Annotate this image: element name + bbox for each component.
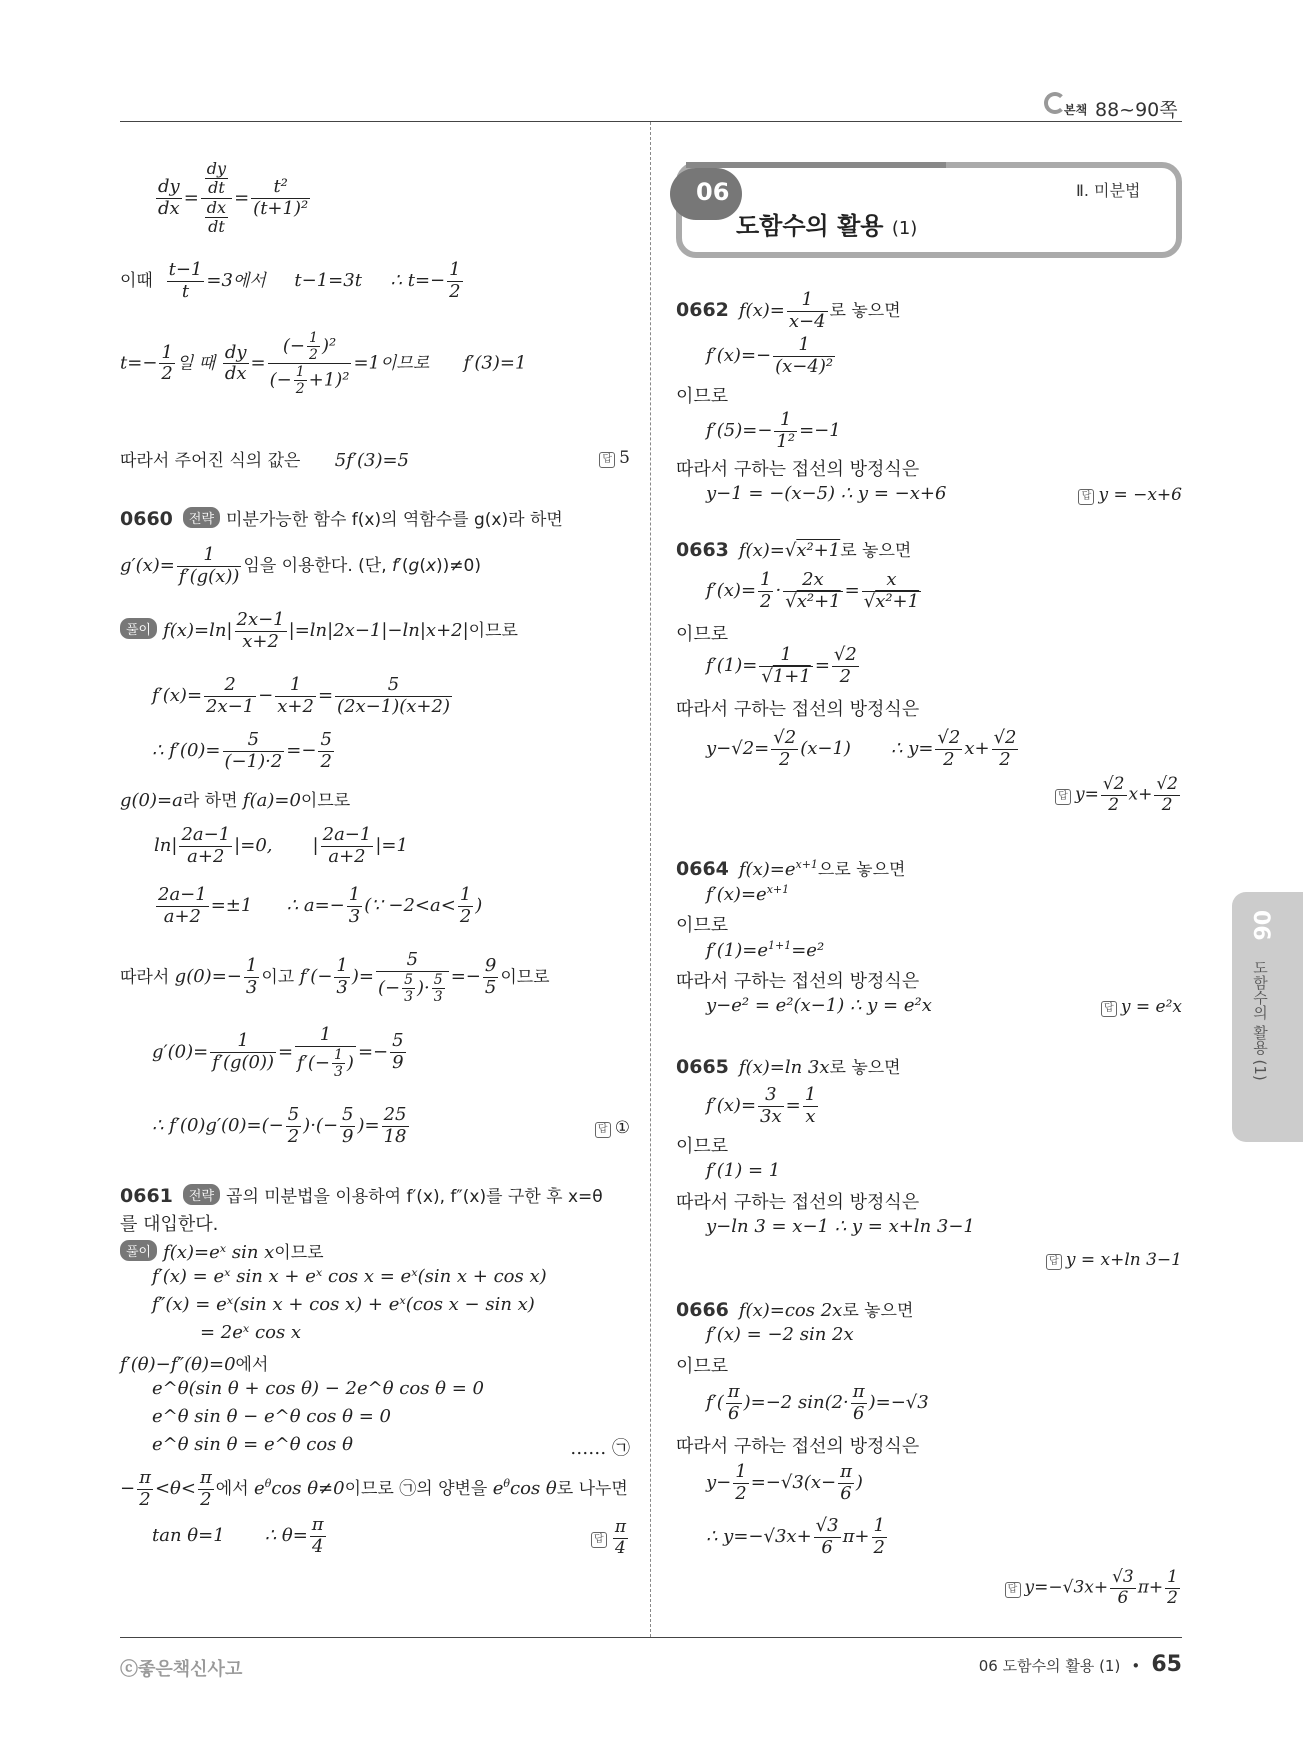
problem-0661-sol-8: e^θ sin θ = e^θ cos θ bbox=[152, 1434, 353, 1455]
problem-0660-sol-2: f′(x)= $\frac{2}{2x-1}$ − $\frac{1}{x+2}$ = $\frac{5}{(2x-1)(x+2)}$ bbox=[152, 674, 450, 717]
column-divider bbox=[650, 122, 651, 1637]
problem-0666-l4: f′( $\frac{\pi}{6}$ )=−2 sin(2· $\frac{\pi}{6}$ )=−√3 bbox=[706, 1381, 929, 1424]
chapter-banner-topbar bbox=[686, 162, 946, 168]
problem-0661-sol-9: − $\frac{\pi}{2}$ <θ< $\frac{\pi}{2}$ 에서 $e^\theta\cos$ θ≠0이므로 ㉠의 양변을 $e^\theta\cos$ θ로 나누면 bbox=[120, 1467, 628, 1510]
problem-0661-sol-10: tan θ=1 ∴ θ= $\frac{\pi}{4}$ bbox=[152, 1514, 324, 1557]
problem-0662-l3: 이므로 bbox=[676, 386, 729, 407]
solution-tag: 풀이 bbox=[120, 618, 157, 639]
problem-0665-l3: 이므로 bbox=[676, 1136, 729, 1157]
problem-0663-l2: f′(x)= $\frac{1}{2}$ · $\frac{2x}{\text{√x²+1}}$ = $\frac{x}{\text{√x²+1}}$ bbox=[706, 569, 920, 612]
problem-0660-sol-6: $\frac{2a-1}{a+2}$ =±1 ∴ a=− $\frac{1}{3}$ (∵ −2<a< $\frac{1}{2}$ ) bbox=[158, 884, 483, 927]
problem-0662-l4: f′(5)=− $\frac{1}{\text{1²}}$ =−1 bbox=[706, 409, 841, 452]
problem-0661-sol-3: f″(x) = eˣ(sin x + cos x) + eˣ(cos x − sin x) bbox=[152, 1294, 535, 1315]
problem-0665-l2: f′(x)= $\frac{3}{3x}$ = $\frac{1}{x}$ bbox=[706, 1084, 817, 1127]
answer-0666: 답 y=−√3x+ $\frac{√3}{6}$ π+ $\frac{1}{2}$ bbox=[1005, 1568, 1182, 1608]
problem-0663-l3: 이므로 bbox=[676, 624, 729, 645]
problem-number: 0665 bbox=[676, 1056, 729, 1078]
side-tab-title: 도함수의 활용 (1) bbox=[1251, 960, 1269, 1081]
problem-0661-strategy2: 를 대입한다. bbox=[120, 1214, 219, 1235]
strategy-tag: 전략 bbox=[183, 507, 220, 528]
problem-0664-l4: $f'(1)=e^{1+1}=e^2$ bbox=[706, 939, 825, 961]
problem-0660-sol-1: 풀이 f(x)=ln| $\frac{2x-1}{x+2}$ |=ln|2x−1|−ln|x+2|이므로 bbox=[120, 610, 518, 652]
problem-0662-l2: f′(x)=− $\frac{1}{\text{(x−4)²}}$ bbox=[706, 334, 834, 377]
chapter-title: 도함수의 활용 (1) bbox=[736, 212, 918, 240]
problem-0666-l2: f′(x) = −2 sin 2x bbox=[706, 1324, 854, 1345]
problem-0660-sol-8: g′(0)= $\frac{1}{f'(g(0))}$ = 1 f′(− $\frac{1}{3}$ ) =− $\frac{5}{9}$ bbox=[152, 1024, 404, 1080]
header-rule bbox=[120, 121, 1182, 122]
problem-0663-l5: 따라서 구하는 접선의 방정식은 bbox=[676, 699, 920, 720]
problem-0665-l1: 0665 f(x)=ln 3x로 놓으면 bbox=[676, 1056, 901, 1078]
answer-0662: 답 y = −x+6 bbox=[1078, 485, 1182, 505]
answer-0664: 답 y = e²x bbox=[1101, 997, 1182, 1017]
problem-0665-l4: f′(1) = 1 bbox=[706, 1160, 781, 1181]
problem-0660-sol-5: ln| $\frac{2a-1}{a+2}$ |=0, | $\frac{2a-1}{a+2}$ |=1 bbox=[154, 824, 408, 867]
book-ref-icon bbox=[1044, 92, 1066, 114]
problem-0661-sol-1: 풀이 f(x)=eˣ sin x이므로 bbox=[120, 1238, 324, 1263]
problem-0664-l3: 이므로 bbox=[676, 915, 729, 936]
problem-0664-l1: 0664 $f(x)=e^{x+1}$으로 놓으면 bbox=[676, 858, 906, 880]
problem-0660-strategy2: g′(x)= $\frac{1}{f'(g(x))}$ 임을 이용한다. (단, f′(g(x))≠0) bbox=[120, 544, 481, 587]
problem-number: 0663 bbox=[676, 539, 729, 561]
problem-0663-l1: 0663 f(x)=√x²+1로 놓으면 bbox=[676, 539, 912, 561]
problem-0666-l3: 이므로 bbox=[676, 1356, 729, 1377]
right-column bbox=[676, 150, 1182, 1630]
problem-0664-l6: y−e² = e²(x−1) ∴ y = e²x bbox=[706, 995, 932, 1016]
dydx-equation: $\frac{dy}{dx}$ = $\frac{\frac{dy}{dt}}{\frac{dx}{dt}}$ = $\frac{\text{t²}}{\text{(t+1)²}}$ bbox=[158, 159, 309, 237]
answer-0661: 답 $\frac{\pi}{4}$ bbox=[591, 1518, 630, 1558]
problem-0664-l5: 따라서 구하는 접선의 방정식은 bbox=[676, 971, 920, 992]
problem-number: 0660 bbox=[120, 508, 173, 530]
solution-tag: 풀이 bbox=[120, 1240, 157, 1261]
problem-0660-header: 0660 전략 미분가능한 함수 f(x)의 역함수를 g(x)라 하면 bbox=[120, 508, 563, 530]
problem-0662-l1: 0662 f(x)= $\frac{1}{x-4}$ 로 놓으면 bbox=[676, 289, 901, 332]
problem-0666-l7: ∴ y=−√3x+ $\frac{√3}{6}$ π+ $\frac{1}{2}$ bbox=[706, 1515, 885, 1558]
given-value-line: 따라서 주어진 식의 값은 5f′(3)=5 bbox=[120, 450, 410, 471]
problem-0661-sol-6: e^θ(sin θ + cos θ) − 2e^θ cos θ = 0 bbox=[152, 1378, 484, 1399]
problem-number: 0664 bbox=[676, 858, 729, 880]
answer-0659: 답 5 bbox=[599, 448, 630, 468]
problem-number: 0666 bbox=[676, 1299, 729, 1321]
then-line: 이때 $\frac{t-1}{t}$ =3에서 t−1=3t ∴ t=− $\frac{1}{2}$ bbox=[120, 259, 461, 302]
problem-0662-l6: y−1 = −(x−5) ∴ y = −x+6 bbox=[706, 483, 947, 504]
page-range: 88~90쪽 bbox=[1095, 99, 1178, 121]
answer-0665: 답 y = x+ln 3−1 bbox=[1046, 1250, 1182, 1270]
problem-0661-sol-5: f′(θ)−f″(θ)=0에서 bbox=[120, 1354, 269, 1375]
problem-0666-l6: y− $\frac{1}{2}$ =−√3(x− $\frac{\pi}{6}$ ) bbox=[706, 1461, 863, 1504]
problem-number: 0661 bbox=[120, 1185, 173, 1207]
problem-0663-l4: f′(1)= $\frac{1}{√1+1}$ = $\frac{√2}{2}$ bbox=[706, 644, 857, 687]
problem-0663-l6: y−√2= $\frac{√2}{2}$ (x−1) ∴ y= $\frac{√2}{2}$ x+ $\frac{√2}{2}$ bbox=[706, 727, 1017, 770]
page-number: 65 bbox=[1151, 1652, 1182, 1677]
answer-0663: 답 y= $\frac{√2}{2}$ x+ $\frac{√2}{2}$ bbox=[1055, 775, 1182, 815]
t-half-line: t=− $\frac{1}{2}$ 일 때 $\frac{dy}{dx}$ = (− $\frac{1}{2}$ )² (− $\frac{1}{2}$ +1)² =1이므로 f′(3)=1 bbox=[120, 330, 527, 398]
answer-0660: 답 ① bbox=[595, 1118, 630, 1138]
chapter-unit: Ⅱ. 미분법 bbox=[1076, 181, 1141, 200]
problem-0660-sol-4: g(0)=a라 하면 f(a)=0이므로 bbox=[120, 790, 351, 811]
strategy-tag: 전략 bbox=[183, 1184, 220, 1205]
book-ref-label: 본책 bbox=[1064, 103, 1088, 117]
marker-label: …… ㉠ bbox=[570, 1438, 630, 1459]
side-tab-number: 06 bbox=[1248, 910, 1273, 941]
problem-0665-l5: 따라서 구하는 접선의 방정식은 bbox=[676, 1192, 920, 1213]
problem-0660-sol-9: ∴ f′(0)g′(0)=(− $\frac{5}{2}$ )·(− $\frac{5}{9}$ )= $\frac{25}{18}$ bbox=[152, 1104, 407, 1147]
chapter-number: 06 bbox=[696, 178, 730, 206]
problem-0660-sol-3: ∴ f′(0)= $\frac{5}{(-1)\cdot 2}$ =− $\frac{5}{2}$ bbox=[152, 729, 332, 772]
problem-0661-sol-4: = 2eˣ cos x bbox=[200, 1322, 302, 1343]
problem-0660-sol-7: 따라서 g(0)=− $\frac{1}{3}$ 이고 f′(− $\frac{1}{3}$ )= 5 (− $\frac{5}{3}$ )· $\frac{5}{3}$ =− $\frac{9}{5}$ 이므로 bbox=[120, 949, 550, 1005]
footer-page-info: 06 도함수의 활용 (1) • 65 bbox=[978, 1652, 1182, 1677]
problem-0664-l2: $f'(x)=e^{x+1}$ bbox=[706, 883, 790, 905]
header bbox=[0, 0, 1303, 125]
footer-rule bbox=[120, 1637, 1182, 1638]
problem-number: 0662 bbox=[676, 299, 729, 322]
problem-0662-l5: 따라서 구하는 접선의 방정식은 bbox=[676, 459, 920, 480]
left-column bbox=[120, 150, 630, 1630]
publisher-logo: ⓒ좋은책신사고 bbox=[120, 1659, 243, 1680]
problem-0666-l1: 0666 f(x)=cos 2x로 놓으면 bbox=[676, 1299, 914, 1321]
problem-0661-header: 0661 전략 곱의 미분법을 이용하여 f′(x), f″(x)를 구한 후 x=θ bbox=[120, 1185, 603, 1207]
problem-0661-sol-7: e^θ sin θ − e^θ cos θ = 0 bbox=[152, 1406, 391, 1427]
problem-0665-l6: y−ln 3 = x−1 ∴ y = x+ln 3−1 bbox=[706, 1216, 975, 1237]
problem-0661-sol-2: f′(x) = eˣ sin x + eˣ cos x = eˣ(sin x + cos x) bbox=[152, 1266, 547, 1287]
problem-0666-l5: 따라서 구하는 접선의 방정식은 bbox=[676, 1436, 920, 1457]
